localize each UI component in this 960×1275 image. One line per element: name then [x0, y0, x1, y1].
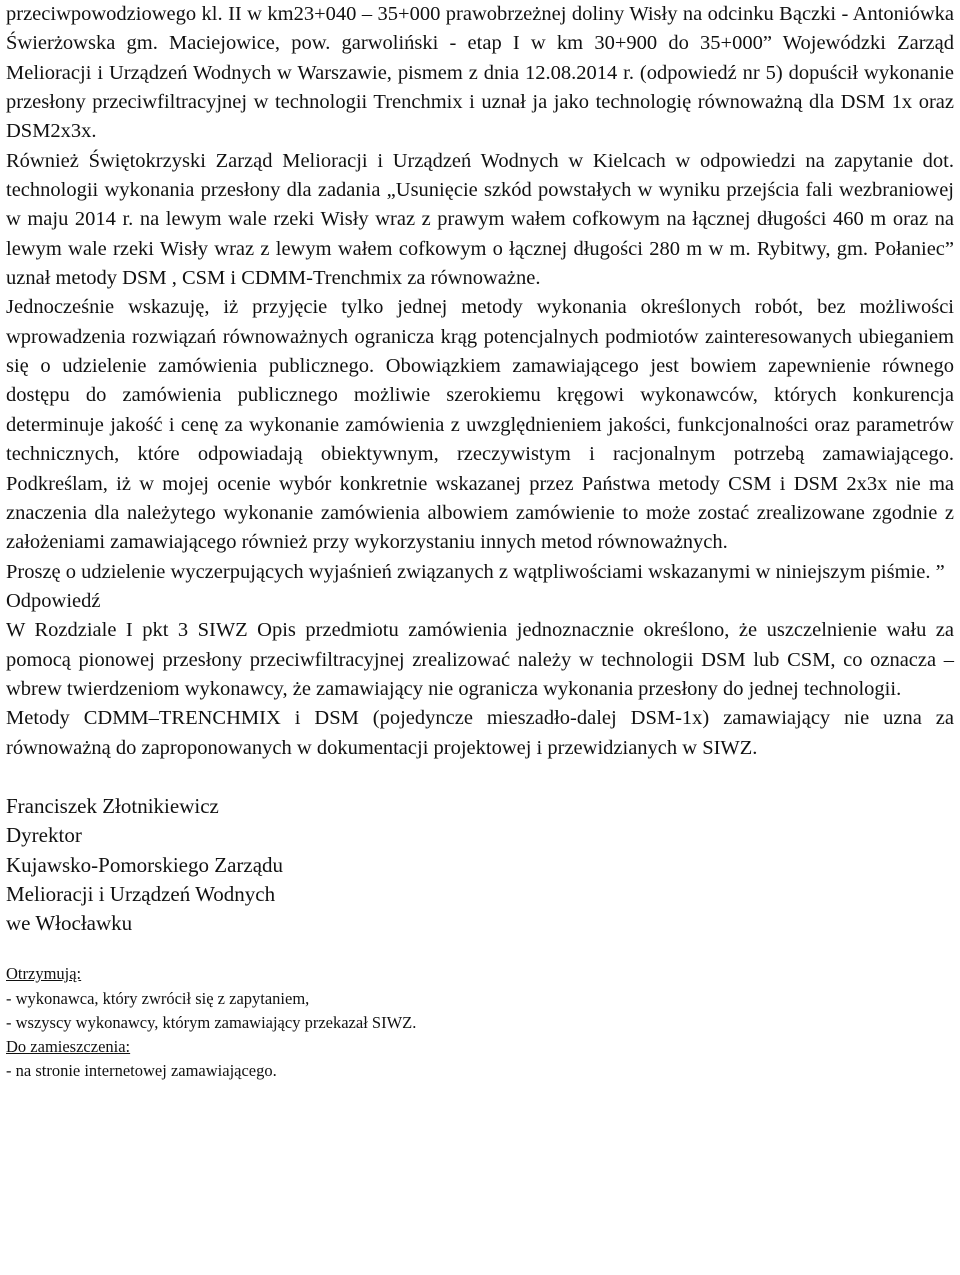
paragraph-continuation: przeciwpowodziowego kl. II w km23+040 – 35+000 prawobrzeżnej doliny Wisły na odcinku Bączki - Antoniówka Świerżowska gm. Maciejowice, pow. garwoliński - etap I w km 30+900 do 35+000” Wojewódzki Zarząd Melioracji i Urządzeń Wodnych w Warszawie, pismem z dnia 12.08.2014 r. (odpowiedź nr 5) dopuścił wykonanie przesłony przeciwfiltracyjnej w technologii Trenchmix i uznał ja jako technologię równoważną dla DSM 1x oraz DSM2x3x.: [6, 3, 954, 143]
paragraph-answer-2: Metody CDMM–TRENCHMIX i DSM (pojedyncze mieszadło-dalej DSM-1x) zamawiający nie uzna za równoważną do zaproponowanych w dokumentacji projektowej i przewidzianych w SIWZ.: [6, 707, 954, 759]
paragraph-swietokrzyski: Również Świętokrzyski Zarząd Melioracji i Urządzeń Wodnych w Kielcach w odpowiedzi na zapytanie dot. technologii wykonania przesłony dla zadania „Usunięcie szkód powstałych w wyniku przejścia fali wezbraniowej w maju 2014 r. na lewym wale rzeki Wisły wraz z prawym wałem cofkowym na łącznej długości 460 m oraz na lewym wale rzeki Wisły wraz z lewym wałem cofkowym o łącznej długości 280 m w m. Rybitwy, gm. Połaniec” uznał metody DSM , CSM i CDMM-Trenchmix za równoważne.: [6, 149, 954, 290]
recipient-item: - wykonawca, który zwrócił się z zapytaniem,: [6, 988, 310, 1008]
signatory-org-line-1: Kujawsko-Pomorskiego Zarządu: [6, 852, 284, 877]
filing-item: - na stronie internetowej zamawiającego.: [6, 1061, 277, 1081]
signatory-org-line-3: we Włocławku: [6, 911, 133, 936]
paragraph-answer-1: W Rozdziale I pkt 3 SIWZ Opis przedmiotu zamówienia jednoznacznie określono, że uszczelnienie wału za pomocą pionowej przesłony przeciwfiltracyjnej zrealizować należy w technologii DSM lub CSM, co oznacza – wbrew twierdzeniom wykonawcy, że zamawiający nie ogranicza wykonania przesłony do jednej technologii.: [6, 619, 954, 700]
signatory-position: Dyrektor: [6, 823, 82, 848]
signatory-org-line-2: Melioracji i Urządzeń Wodnych: [6, 881, 276, 906]
recipients-block: [6, 962, 954, 1083]
recipients-header: Otrzymują:: [6, 964, 82, 984]
filing-header: Do zamieszczenia:: [6, 1037, 131, 1057]
answer-heading: Odpowiedź: [6, 589, 101, 612]
signatory-name: Franciszek Złotnikiewicz: [6, 793, 219, 818]
document-body: [6, 0, 954, 763]
signature-block: [6, 792, 954, 938]
paragraph-request: Proszę o udzielenie wyczerpujących wyjaśnień związanych z wątpliwościami wskazanymi w niniejszym piśmie. ”: [6, 560, 945, 583]
recipient-item: - wszyscy wykonawcy, którym zamawiający przekazał SIWZ.: [6, 1012, 417, 1032]
paragraph-argument: Jednocześnie wskazuję, iż przyjęcie tylko jednej metody wykonania określonych robót, bez możliwości wprowadzenia rozwiązań równoważnych ogranicza krąg potencjalnych podmiotów zainteresowanych ubieganiem się o udzielenie zamówienia publicznego. Obowiązkiem zamawiającego jest bowiem zapewnienie równego dostępu do zamówienia publicznego możliwie szerokiemu kręgowi wykonawców, których konkurencja determinuje jakość i cenę za wykonanie zamówienia z uwzględnieniem jakości, funkcjonalności oraz parametrów technicznych, które odpowiadają obiektywnym, rzeczywistym i racjonalnym potrzebą zamawiającego. Podkreślam, iż w mojej ocenie wybór konkretnie wskazanej przez Państwa metody CSM i DSM 2x3x nie ma znaczenia dla należytego wykonanie zamówienia albowiem zamówienie to może zostać zrealizowane zgodnie z założeniami zamawiającego również przy wykorzystaniu innych metod równoważnych.: [6, 296, 954, 554]
